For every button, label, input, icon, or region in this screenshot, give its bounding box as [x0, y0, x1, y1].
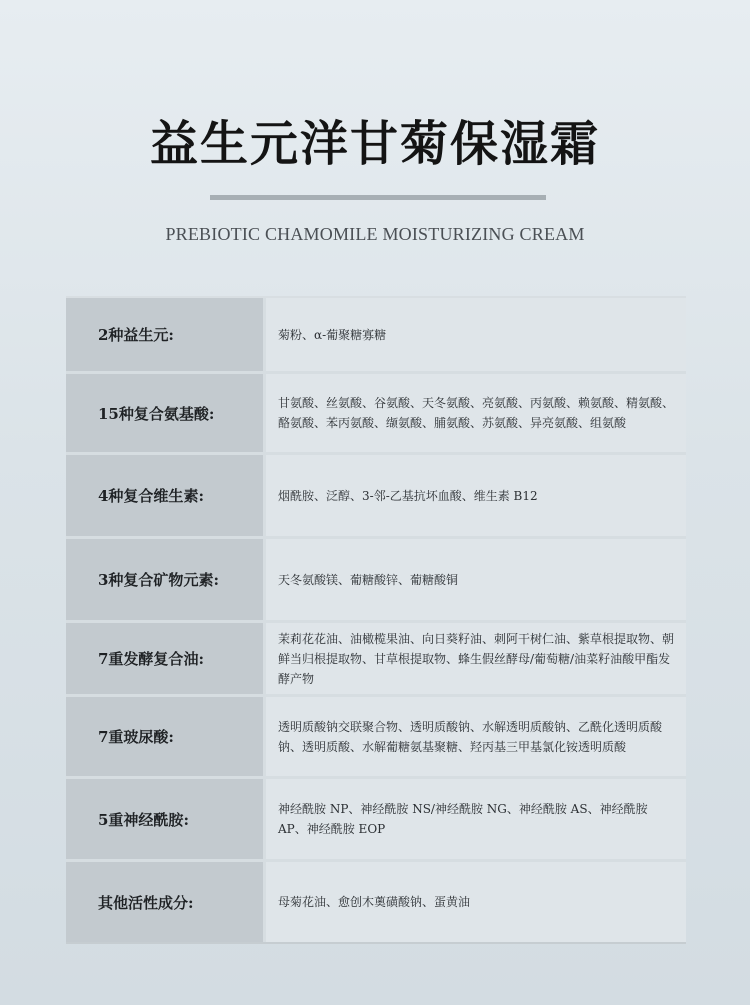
ingredient-category-label: 2种益生元:: [66, 298, 266, 371]
ingredient-category-label: 15种复合氨基酸:: [66, 374, 266, 452]
table-row: [66, 539, 686, 623]
table-row: [66, 779, 686, 862]
ingredient-category-label: 4种复合维生素:: [66, 455, 266, 536]
table-row: [66, 623, 686, 697]
ingredient-category-label: 其他活性成分:: [66, 862, 266, 942]
page-subtitle: PREBIOTIC CHAMOMILE MOISTURIZING CREAM: [165, 224, 585, 244]
ingredient-list: 天冬氨酸镁、葡糖酸锌、葡糖酸铜: [266, 539, 686, 620]
ingredient-list: 菊粉、α-葡聚糖寡糖: [266, 298, 686, 371]
title-divider: [210, 195, 546, 200]
ingredient-category-label: 5重神经酰胺:: [66, 779, 266, 859]
table-row: [66, 697, 686, 779]
table-row: [66, 298, 686, 374]
ingredient-category-label: 7重发酵复合油:: [66, 623, 266, 694]
ingredient-category-label: 3种复合矿物元素:: [66, 539, 266, 620]
ingredient-table: [66, 296, 686, 944]
table-row: [66, 455, 686, 539]
ingredient-list: 茉莉花花油、油橄榄果油、向日葵籽油、刺阿干树仁油、紫草根提取物、朝鲜当归根提取物、甘草根提取物、蜂生假丝酵母/葡萄糖/油菜籽油酸甲酯发酵产物: [266, 623, 686, 694]
ingredient-list: 神经酰胺 NP、神经酰胺 NS/神经酰胺 NG、神经酰胺 AS、神经酰胺 AP、神经酰胺 EOP: [266, 779, 686, 859]
table-row: [66, 862, 686, 942]
page-title: 益生元洋甘菊保湿霜: [149, 116, 600, 172]
ingredient-list: 烟酰胺、泛醇、3-邻-乙基抗坏血酸、维生素 B12: [266, 455, 686, 536]
ingredient-list: 母菊花油、愈创木薁磺酸钠、蛋黄油: [266, 862, 686, 942]
table-row: [66, 374, 686, 455]
ingredient-list: 甘氨酸、丝氨酸、谷氨酸、天冬氨酸、亮氨酸、丙氨酸、赖氨酸、精氨酸、酪氨酸、苯丙氨酸、缬氨酸、脯氨酸、苏氨酸、异亮氨酸、组氨酸: [266, 374, 686, 452]
ingredient-category-label: 7重玻尿酸:: [66, 697, 266, 776]
ingredient-list: 透明质酸钠交联聚合物、透明质酸钠、水解透明质酸钠、乙酰化透明质酸钠、透明质酸、水解葡糖氨基聚糖、羟丙基三甲基氯化铵透明质酸: [266, 697, 686, 776]
